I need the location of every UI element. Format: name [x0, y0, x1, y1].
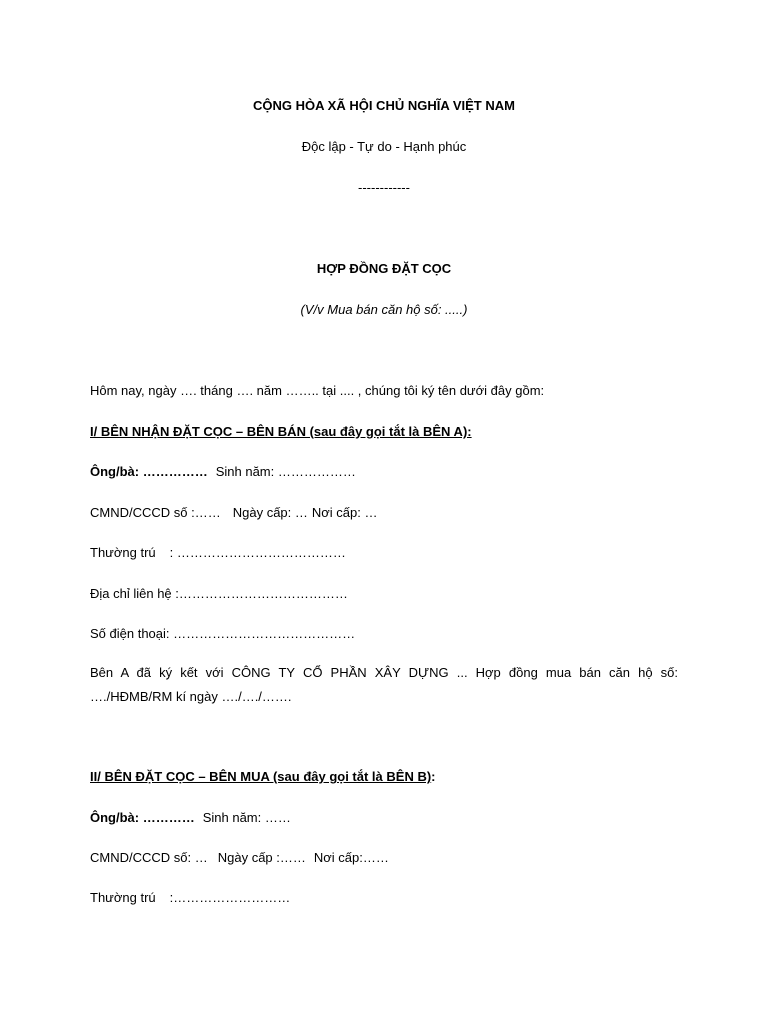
party-b-name-label: Ông/bà: ………… — [90, 810, 195, 825]
party-a-id-label: CMND/CCCD số :…… — [90, 505, 221, 520]
party-b-id-row — [90, 850, 389, 866]
party-b-id-place: Nơi cấp:…… — [313, 850, 389, 865]
party-a-residence-row — [90, 545, 346, 561]
party-a-contract-line-1: Bên A đã ký kết với CÔNG TY CỔ PHẦN XÂY DỰNG ... Hợp đồng mua bán căn hộ số: — [90, 665, 678, 680]
party-b-birth: Sinh năm: …… — [202, 810, 291, 825]
party-a-birth: Sinh năm: ……………… — [215, 464, 356, 479]
party-a-residence-label: Thường trú — [90, 545, 156, 560]
document-subtitle: (V/v Mua bán căn hộ số: .....) — [300, 302, 468, 317]
party-b-heading-colon: : — [431, 769, 436, 784]
party-a-id-row — [90, 505, 378, 521]
header-divider: ------------ — [358, 180, 410, 195]
party-b-id-date: Ngày cấp :…… — [217, 850, 306, 865]
party-a-id-date: Ngày cấp: … — [232, 505, 308, 520]
motto: Độc lập - Tự do - Hạnh phúc — [301, 139, 467, 154]
party-b-residence-label: Thường trú — [90, 890, 156, 905]
nation-heading: CỘNG HÒA XÃ HỘI CHỦ NGHĨA VIỆT NAM — [253, 98, 515, 113]
party-b-id-label: CMND/CCCD số: … — [90, 850, 208, 865]
party-b-residence-row — [90, 890, 290, 906]
document-title: HỢP ĐỒNG ĐẶT CỌC — [316, 261, 452, 276]
intro-line: Hôm nay, ngày …. tháng …. năm …….. tại .... , chúng tôi ký tên dưới đây gồm: — [90, 383, 545, 398]
party-a-heading: I/ BÊN NHẬN ĐẶT CỌC – BÊN BÁN (sau đây gọi tắt là BÊN A): — [90, 424, 472, 439]
party-a-residence-value: : ………………………………… — [169, 545, 346, 560]
party-a-id-place: Nơi cấp: … — [311, 505, 378, 520]
party-b-residence-value: :……………………… — [169, 890, 291, 905]
party-a-name-label: Ông/bà: …………… — [90, 464, 208, 479]
party-a-contact: Địa chỉ liên hệ :………………………………… — [90, 586, 348, 601]
party-b-heading-row — [90, 769, 436, 785]
party-a-phone: Số điện thoại: …………………………………… — [90, 626, 356, 641]
party-a-name-row — [90, 464, 356, 480]
party-b-heading: II/ BÊN ĐẶT CỌC – BÊN MUA (sau đây gọi tắt là BÊN B) — [90, 769, 432, 784]
party-b-name-row — [90, 810, 291, 826]
party-a-contract-line-2: …./HĐMB/RM kí ngày …./…./……. — [90, 689, 292, 704]
